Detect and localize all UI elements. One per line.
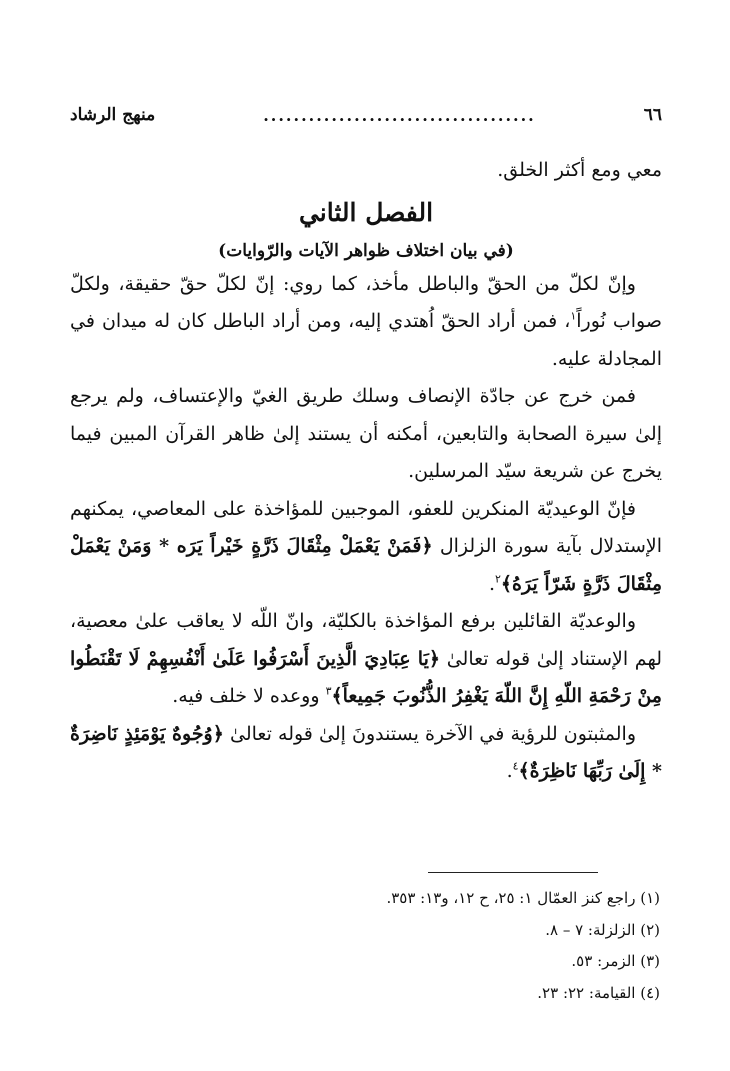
- footnotes: [70, 883, 660, 1009]
- footnote-1: (١) راجع كنز العمّال ١: ٢٥، ح ١٢، و١٣: ٣٥٣.: [386, 889, 660, 907]
- paragraph-4-end: ووعده لا خلف فيه.: [172, 685, 326, 707]
- paragraph-3: [70, 491, 662, 604]
- paragraph-4: [70, 603, 662, 716]
- main-text: [70, 152, 662, 791]
- paragraph-3-text: فإنّ الوعيديّة المنكرين للعفو، الموجبين للمؤاخذة على المعاصي، يمكنهم الإستدلال بآية سورة الزلزال: [70, 497, 663, 557]
- quran-verse-qiyama: ﴿وُجُوهٌ يَوْمَئِذٍ نَاضِرَةٌ * إِلَىٰ رَبِّهَا نَاظِرَةٌ﴾: [70, 722, 662, 782]
- footnote-4: (٤) القيامة: ٢٢: ٢٣.: [537, 983, 660, 1002]
- quran-verse-zalzala: ﴿فَمَنْ يَعْمَلْ مِثْقَالَ ذَرَّةٍ خَيْراً يَرَه * وَمَنْ يَعْمَلْ مِثْقَالَ ذَرَّةٍ شَرّاً يَرَهُ﴾: [70, 535, 662, 595]
- footnote-separator: [428, 872, 598, 873]
- footnote-ref-2[interactable]: ٢: [494, 572, 501, 586]
- quran-verse-zumar: ﴿يَا عِبَادِيَ الَّذِينَ أَسْرَفُوا عَلَىٰ أَنْفُسِهِمْ لَا تَقْنَطُوا مِنْ رَحْمَةِ اللّهِ إِنَّ اللّهَ يَغْفِرُ الذُّنُوبَ جَمِيعاً﴾: [70, 647, 662, 707]
- paragraph-1: [70, 266, 662, 379]
- chapter-title: الفصل الثاني: [298, 197, 434, 227]
- paragraph-3-end: .: [488, 572, 495, 595]
- paragraph-5-end: .: [506, 760, 513, 782]
- paragraph-1-text-cont: ، فمن أراد الحقّ اُهتدي إليه، ومن أراد الباطل كان له ميدان في المجادلة عليه.: [70, 310, 662, 370]
- paragraph-5-text: والمثبتون للرؤية في الآخرة يستندونَ إلىٰ قوله تعالىٰ: [230, 722, 636, 745]
- page-number: ٦٦: [643, 105, 662, 125]
- footnote-ref-3[interactable]: ٣: [325, 684, 332, 698]
- footnote-ref-4[interactable]: ٤: [512, 759, 519, 773]
- running-header: [70, 100, 662, 130]
- header-leader-dots: ....................................: [263, 105, 536, 125]
- paragraph-1-text: وإنّ لكلّ من الحقّ والباطل مأخذ، كما روي: إنّ لكلّ حقّ حقيقة، ولكلّ صواب نُوراً: [70, 272, 662, 332]
- paragraph-2: فمن خرج عن جادّة الإنصاف وسلك طريق الغيّ والإعتساف، ولم يرجع إلىٰ سيرة الصحابة والتابعين، أمكنه أن يستند إلىٰ ظاهر القرآن المبين فيما يخرج عن شريعة سيّد المرسلين.: [70, 385, 662, 482]
- chapter-subtitle: (في بيان اختلاف ظواهر الآيات والرّوايات): [218, 240, 514, 261]
- footnote-3: (٣) الزمر: ٥٣.: [571, 952, 660, 970]
- paragraph-5: [70, 716, 662, 791]
- paragraph-4-text: والوعديّة القائلين برفع المؤاخذة بالكليّة، وانّ اللّه لا يعاقب علىٰ معصية، لهم الإستناد إلىٰ قوله تعالىٰ: [70, 610, 663, 670]
- running-title: منهج الرشاد: [70, 105, 156, 125]
- footnote-ref-1[interactable]: ١: [570, 309, 577, 323]
- opening-line: معي ومع أكثر الخلق.: [497, 159, 662, 181]
- footnote-2: (٢) الزلزلة: ٧ – ٨.: [545, 920, 660, 939]
